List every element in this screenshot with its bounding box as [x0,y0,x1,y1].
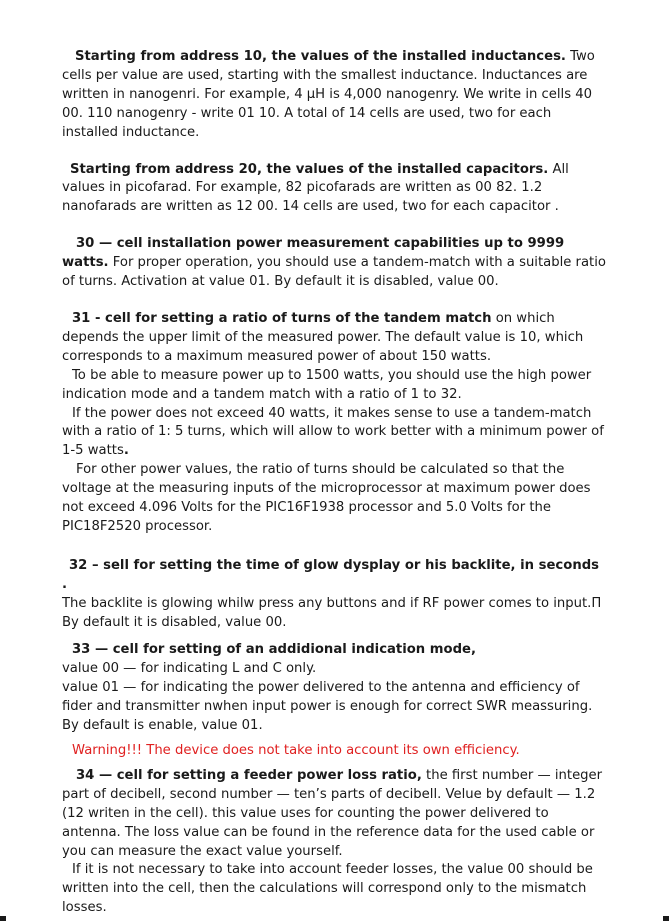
paragraph-cell-34-line2: If it is not necessary to take into account feeder losses, the value 00 should be written into the cell, then the calculations will correspond only to the mismatch losses. [62,862,593,916]
text-address-20: All values in picofarad. For example, 82 picofarads are written as 00 82. 1.2 nanofarads are written as 12 00. 14 cells are used, two for each capacitor . [62,161,569,215]
paragraph-cell-31-line3 [62,405,607,462]
paragraph-cell-31-line4: For other power values, the ratio of turns should be calculated so that the voltage at the measuring inputs of the microprocessor at maximum power does not exceed 4.096 Volts for the PIC16F1938 processor and 5.0 Volts for the PIC18F2520 processor. [62,462,591,534]
paragraph-address-10 [62,48,607,143]
heading-cell-33 [62,641,607,660]
text-cell-31-line3-period: . [123,443,129,459]
paragraph-address-20 [62,161,607,218]
page-corner-mark-left [0,916,6,921]
text-cell-31-line3: If the power does not exceed 40 watts, it makes sense to use a tandem-match with a ratio of 1: 5 turns, which will allow to work better with a minimum power of 1-5 watts [62,405,604,459]
heading-cell-32-text: 32 – sell for setting the time of glow dysplay or his backlite, in seconds . [62,557,599,592]
paragraph-cell-31-line2: To be able to measure power up to 1500 watts, you should use the high power indication mode and a tandem match with a ratio of 1 to 32. [62,367,592,402]
paragraph-cell-30 [62,235,607,292]
heading-cell-34: 34 — cell for setting a feeder power loss ratio, [76,767,422,783]
heading-cell-30: 30 — cell installation power measurement capabilities up to 9999 watts. [62,236,565,271]
heading-cell-31: 31 - cell for setting a ratio of turns of the tandem match [72,310,492,326]
text-cell-34: the first number — integer part of decibell, second number — ten’s parts of decibell. Velue by default — 1.2 (12 writen in the cell). this value uses for counting the power delivered to antenna. The loss value can be found in the reference data for the used cable or you can measure the exact value yourself. [62,767,603,859]
heading-cell-32 [62,557,607,595]
paragraph-cell-32-line2: By default it is disabled, value 00. [62,614,287,630]
heading-address-20: Starting from address 20, the values of the installed capacitors. [70,161,549,177]
document-page [62,48,607,918]
paragraph-cell-31 [62,310,607,367]
paragraph-cell-33-line2: value 01 — for indicating the power delivered to the antenna and efficiency of fider and transmitter nwhen input power is enough for correct SWR meassuring. [62,680,593,715]
paragraph-cell-33-line1: value 00 — for indicating L and C only. [62,661,317,677]
paragraph-cell-33-line3: By default is enable, value 01. [62,718,263,734]
text-cell-30: For proper operation, you should use a tandem-match with a suitable ratio of turns. Activation at value 01. By default it is disabled, value 00. [62,255,606,290]
warning-text: Warning!!! The device does not take into account its own efficiency. [72,743,520,758]
page-corner-mark-right [663,916,669,921]
heading-address-10: Starting from address 10, the values of the installed inductances. [75,49,566,64]
text-cell-31: on which depends the upper limit of the measured power. The default value is 10, which corresponds to a maximum measured power of about 150 watts. [62,310,584,364]
paragraph-cell-32-line1: The backlite is glowing whilw press any buttons and if RF power comes to input.П [62,595,602,611]
text-address-10: Two cells per value are used, starting with the smallest inductance. Inductances are written in nanogenri. For example, 4 µH is 4,000 nanogenry. We write in cells 40 00. 110 nanogenry - write 01 10. A total of 14 cells are used, two for each installed inductance. [62,49,595,140]
paragraph-cell-34 [62,767,607,862]
heading-cell-33-text: 33 — cell for setting of an addidional indication mode, [72,642,476,658]
